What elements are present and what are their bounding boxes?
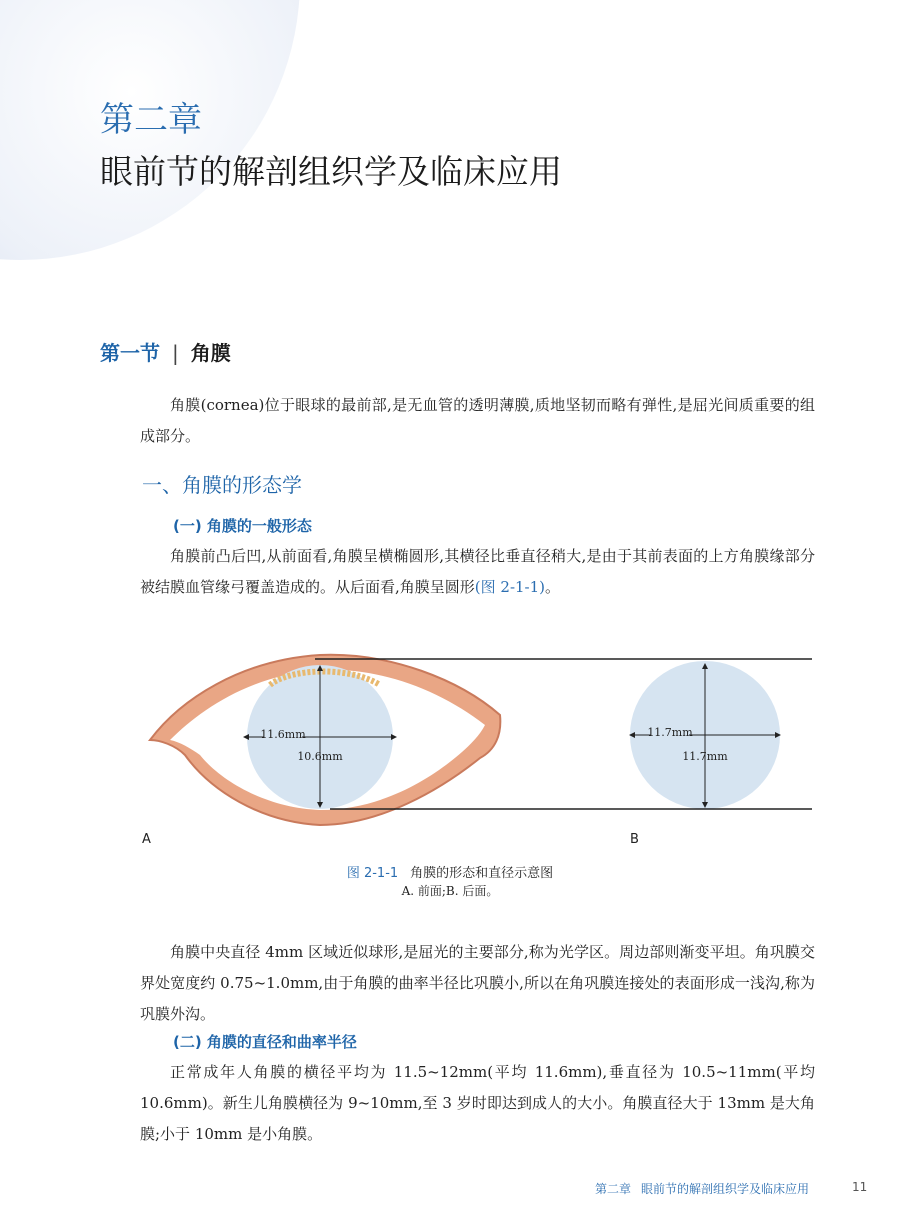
footer-chapter: 第二章 [595, 1182, 632, 1196]
cornea-diagram-svg [140, 640, 820, 850]
figure-caption [0, 862, 900, 881]
page-footer [595, 1180, 809, 1197]
part-2-paragraph: 正常成年人角膜的横径平均为 11.5~12mm(平均 11.6mm),垂直径为 10.5~11mm(平均 10.6mm)。新生儿角膜横径为 9~10mm,至 3 岁时即达到成人的大小。角膜直径大于 13mm 是大角膜;小于 10mm 是小角膜。 [140, 1063, 815, 1143]
panel-b-label: B [630, 832, 639, 847]
chapter-title: 眼前节的解剖组织学及临床应用 [100, 152, 562, 191]
figure-cornea-diagram [140, 640, 820, 850]
section-separator: | [172, 341, 179, 365]
figure-title: 角膜的形态和直径示意图 [410, 866, 554, 881]
b-vertical-label: 11.7mm [682, 750, 728, 763]
section-number: 第一节 [100, 341, 160, 365]
figure-number: 图 2-1-1 [346, 866, 399, 881]
section-heading [100, 337, 231, 366]
intro-paragraph: 角膜(cornea)位于眼球的最前部,是无血管的透明薄膜,质地坚韧而略有弹性,是屈光间质重要的组成部分。 [140, 396, 815, 445]
part-2-title: (二) 角膜的直径和曲率半径 [173, 1033, 357, 1051]
part-1-text: 角膜前凸后凹,从前面看,角膜呈横椭圆形,其横径比垂直径稍大,是由于其前表面的上方角膜缘部分被结膜血管缘弓覆盖造成的。从后面看,角膜呈圆形 [140, 547, 815, 596]
part-1-paragraph [140, 541, 815, 603]
a-vertical-label: 10.6mm [297, 750, 343, 763]
part-1-title: (一) 角膜的一般形态 [173, 517, 312, 535]
paragraph-3: 角膜中央直径 4mm 区域近似球形,是屈光的主要部分,称为光学区。周边部则渐变平坦。角巩膜交界处宽度约 0.75~1.0mm,由于角膜的曲率半径比巩膜小,所以在角巩膜连接处的表面形成一浅沟,称为巩膜外沟。 [140, 943, 815, 1023]
footer-title: 眼前节的解剖组织学及临床应用 [641, 1182, 810, 1196]
b-horizontal-label: 11.7mm [647, 726, 693, 739]
page-number: 11 [852, 1180, 868, 1194]
watermark [360, 55, 504, 85]
figure-subcaption: A. 前面;B. 后面。 [401, 884, 499, 898]
a-horizontal-label: 11.6mm [260, 728, 306, 741]
chapter-label: 第二章 [100, 100, 202, 140]
section-title: 角膜 [190, 341, 231, 365]
part-1-end: 。 [545, 578, 561, 596]
panel-a-label: A [142, 832, 151, 847]
figure-reference-link[interactable]: (图 2-1-1) [474, 578, 546, 596]
subsection-title: 一、角膜的形态学 [142, 473, 302, 497]
